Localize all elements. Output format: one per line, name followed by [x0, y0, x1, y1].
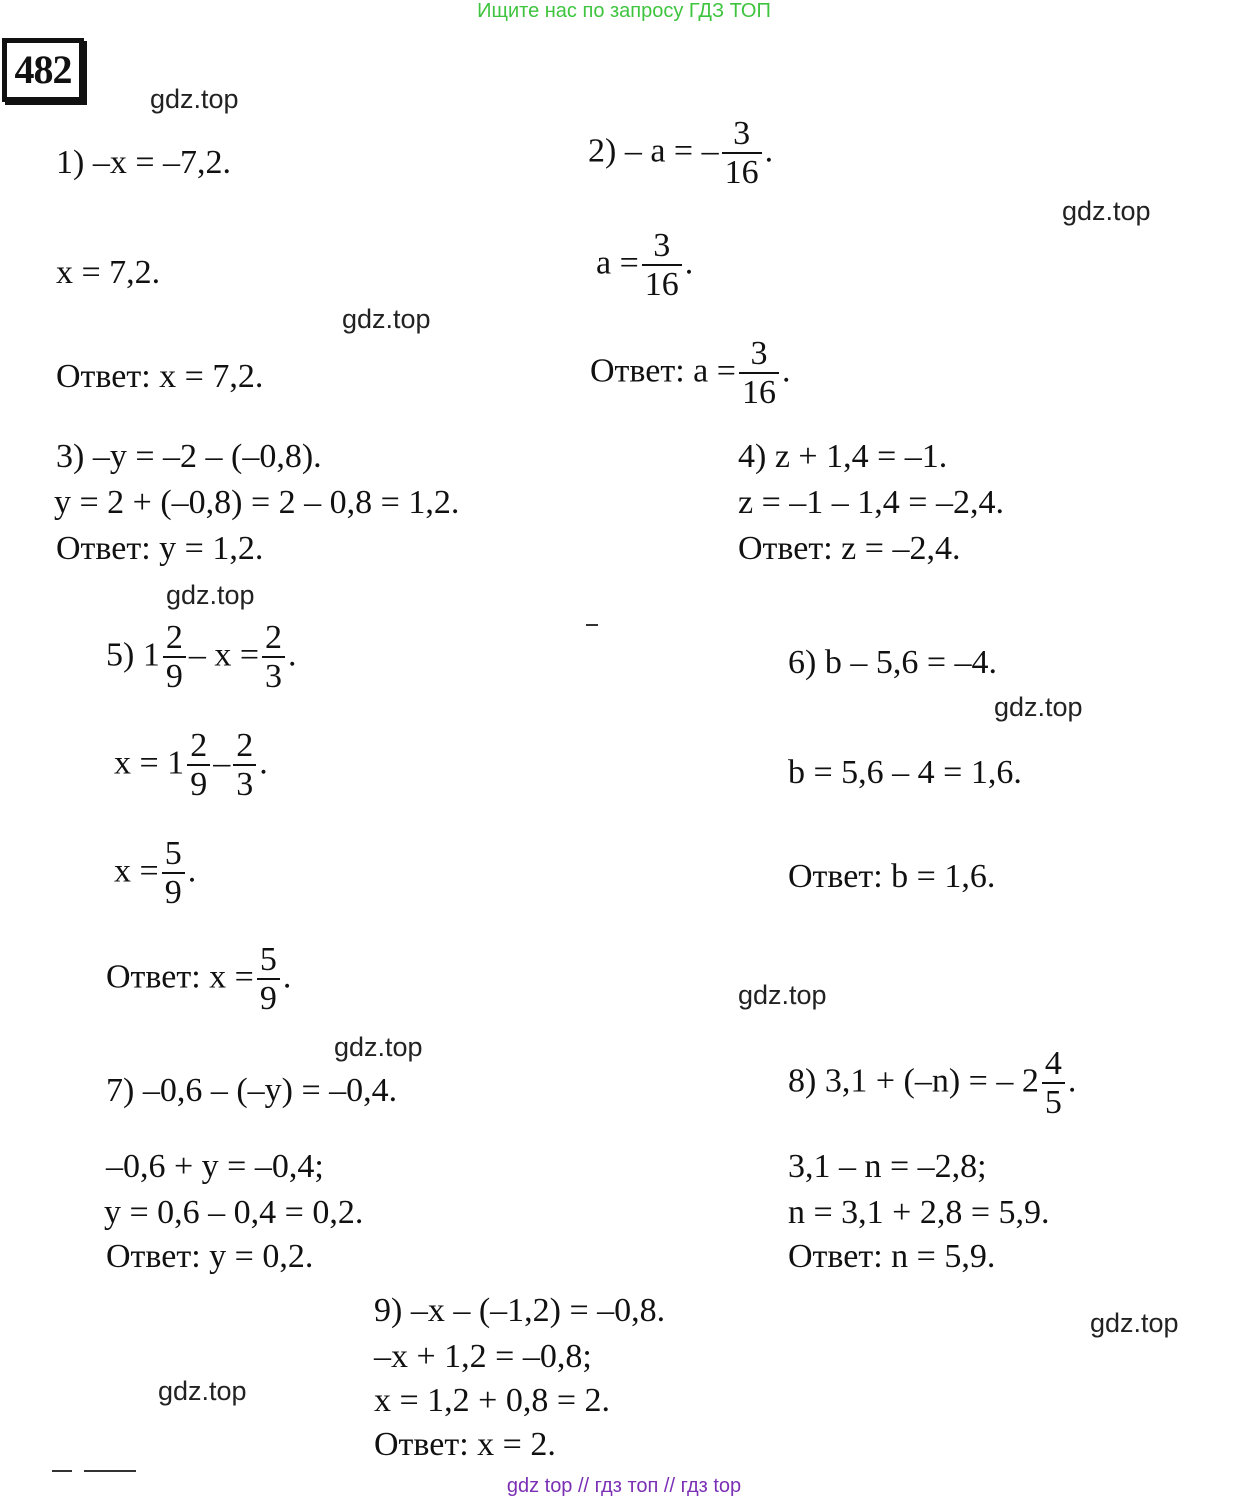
period: . [1067, 1062, 1077, 1100]
p5-answer-lhs: x = [209, 958, 254, 996]
p9-answer [374, 1428, 556, 1462]
p9-step2: x = 1,2 + 0,8 = 2. [374, 1382, 611, 1419]
watermark: gdz.top [738, 980, 827, 1010]
p5-answer [106, 942, 291, 1017]
denominator: 16 [739, 372, 779, 411]
footer-links: gdz top // гдз топ // гдз top [506, 1475, 742, 1497]
p3-answer [56, 532, 263, 566]
numerator: 5 [259, 941, 277, 978]
scan-mark [84, 1470, 136, 1472]
numerator: 3 [750, 335, 768, 372]
p6-step: b = 5,6 – 4 = 1,6. [788, 754, 1022, 791]
p5-step-lhs: x = 1 [114, 744, 185, 782]
fraction [162, 836, 185, 911]
p9-answer-value: x = 2. [477, 1426, 556, 1463]
fraction [1042, 1046, 1065, 1121]
p1-equation: 1) –x = –7,2. [56, 144, 231, 181]
p2-step [596, 228, 693, 303]
denominator: 9 [163, 656, 186, 695]
p2-lhs: 2) – a = – [588, 132, 719, 170]
p3-equation: 3) –y = –2 – (–0,8). [56, 438, 322, 475]
p9-equation: 9) –x – (–1,2) = –0,8. [374, 1292, 666, 1329]
denominator: 3 [233, 764, 256, 803]
watermark: gdz.top [166, 580, 255, 610]
p3-answer-value: y = 1,2. [159, 530, 264, 567]
watermark: gdz.top [1090, 1308, 1179, 1338]
watermark: gdz.top [994, 692, 1083, 722]
period: . [259, 744, 268, 782]
fraction [739, 336, 779, 411]
p2-answer-lhs: a = [693, 352, 736, 390]
fraction [163, 620, 186, 695]
answer-label: Ответ: [374, 1426, 469, 1463]
p4-answer-value: z = –2,4. [841, 530, 961, 567]
p7-equation: 7) –0,6 – (–y) = –0,4. [106, 1072, 398, 1109]
numerator: 5 [164, 835, 182, 872]
fraction [262, 620, 285, 695]
fraction [233, 728, 256, 803]
denominator: 5 [1042, 1082, 1065, 1121]
p2-equation [588, 116, 773, 191]
watermark: gdz.top [150, 84, 239, 114]
denominator: 9 [257, 978, 280, 1017]
numerator: 4 [1044, 1045, 1062, 1082]
answer-label: Ответ: [56, 358, 151, 395]
numerator: 2 [236, 727, 254, 764]
period: . [781, 352, 791, 390]
fraction [642, 228, 682, 303]
numerator: 2 [190, 727, 208, 764]
denominator: 3 [262, 656, 285, 695]
denominator: 9 [187, 764, 210, 803]
period: . [684, 244, 694, 282]
watermark: gdz.top [158, 1376, 247, 1406]
numerator: 2 [265, 619, 283, 656]
p3-step: y = 2 + (–0,8) = 2 – 0,8 = 1,2. [54, 484, 460, 521]
period: . [288, 636, 297, 674]
p1-answer-value: x = 7,2. [159, 358, 264, 395]
p5-equation [106, 620, 297, 695]
answer-label: Ответ: [106, 1238, 201, 1275]
fraction [187, 728, 210, 803]
p8-step: 3,1 – n = –2,8; [788, 1148, 987, 1185]
p8-equation [788, 1046, 1076, 1121]
p6-equation: 6) b – 5,6 = –4. [788, 644, 997, 681]
p8-answer [788, 1240, 995, 1274]
answer-label: Ответ: [56, 530, 151, 567]
answer-label: Ответ: [788, 858, 883, 895]
numerator: 2 [165, 619, 183, 656]
p5-result [114, 836, 196, 911]
p4-step: z = –1 – 1,4 = –2,4. [738, 484, 1004, 521]
p4-equation: 4) z + 1,4 = –1. [738, 438, 948, 475]
p4-answer [738, 532, 960, 566]
p2-answer [590, 336, 790, 411]
p2-step-lhs: a = [596, 244, 639, 282]
task-number-badge: 482 [2, 38, 84, 102]
p5-whole: 5) 1 [106, 636, 160, 674]
watermark: gdz.top [1062, 196, 1151, 226]
answer-label: Ответ: [788, 1238, 883, 1275]
numerator: 3 [653, 227, 671, 264]
watermark: gdz.top [334, 1032, 423, 1062]
denominator: 9 [162, 872, 185, 911]
p7-step: –0,6 + y = –0,4; [106, 1148, 324, 1185]
numerator: 3 [733, 115, 751, 152]
p1-answer [56, 360, 263, 394]
answer-label: Ответ: [738, 530, 833, 567]
minus-sign: – [213, 744, 231, 782]
fraction [722, 116, 762, 191]
p5-step [114, 728, 268, 803]
scan-mark [586, 624, 598, 626]
period: . [764, 132, 774, 170]
period: . [187, 852, 197, 890]
p8-answer-value: n = 5,9. [891, 1238, 996, 1275]
denominator: 16 [722, 152, 762, 191]
search-banner: Ищите нас по запросу ГДЗ ТОП [477, 0, 771, 22]
p8-step2: n = 3,1 + 2,8 = 5,9. [788, 1194, 1050, 1231]
scan-mark [52, 1470, 72, 1472]
p8-lhs: 8) 3,1 + (–n) = – 2 [788, 1062, 1039, 1100]
p6-answer-value: b = 1,6. [891, 858, 996, 895]
watermark: gdz.top [342, 304, 431, 334]
fraction [257, 942, 280, 1017]
p5-minus-x: – x = [188, 636, 260, 674]
p7-answer-value: y = 0,2. [209, 1238, 314, 1275]
answer-label: Ответ: [106, 958, 201, 996]
period: . [282, 958, 292, 996]
answer-label: Ответ: [590, 352, 685, 390]
p5-result-lhs: x = [114, 852, 159, 890]
p1-step: x = 7,2. [56, 254, 161, 291]
p7-step2: y = 0,6 – 0,4 = 0,2. [104, 1194, 364, 1231]
denominator: 16 [642, 264, 682, 303]
p9-step: –x + 1,2 = –0,8; [374, 1338, 592, 1375]
p6-answer [788, 860, 995, 894]
p7-answer [106, 1240, 313, 1274]
